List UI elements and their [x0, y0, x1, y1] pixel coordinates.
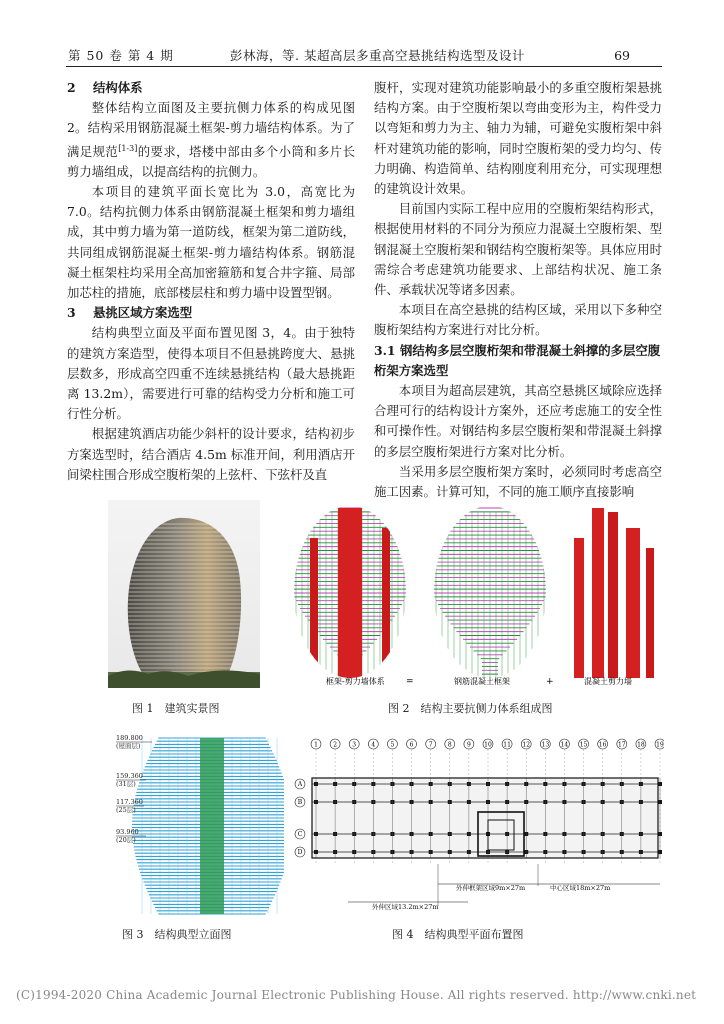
row-label: B: [297, 799, 303, 807]
fig2-combined: [289, 508, 411, 678]
plan-outline: [312, 778, 658, 858]
paragraph: 当采用多层空腹桁架方案时，必须同时考虑高空施工因素。计算可知，不同的施工顺序直接影响: [374, 463, 662, 500]
citation: [1-3]: [118, 143, 138, 153]
row-label: A: [297, 781, 303, 789]
section-number: 3.1: [374, 342, 396, 358]
fig3-level-117360: 117.360: [116, 798, 143, 806]
axis-label: 11: [503, 741, 511, 749]
axis-label: 10: [484, 741, 492, 749]
fig4-label-center: 中心区域18m×27m: [550, 884, 611, 892]
axis-label: 16: [598, 741, 607, 749]
fig3-level-20f: (20层): [116, 836, 136, 844]
fig3-level-93960: 93.960: [116, 828, 139, 836]
fig2-label-equals: =: [406, 677, 414, 687]
axis-label: 4: [371, 741, 376, 749]
axis-label: 19: [656, 741, 664, 749]
axis-label: 9: [466, 741, 471, 749]
figure-4-floor-plan: [288, 734, 664, 918]
axis-label: 8: [447, 741, 452, 749]
section-title: 悬挑区域方案选型: [93, 305, 193, 321]
fig3-level-25f: (25层): [116, 806, 136, 814]
shear-wall: [592, 508, 604, 678]
axis-label: 14: [560, 741, 569, 749]
page-number: 69: [614, 48, 630, 63]
shear-wall: [646, 548, 654, 678]
axis-label: 1: [314, 741, 318, 749]
figure-1-building-photo: [108, 500, 260, 688]
fig2-label-walls: 混凝土剪力墙: [584, 677, 632, 686]
axis-label: 15: [579, 741, 588, 749]
axis-label: 6: [409, 741, 414, 749]
paragraph: 整体结构立面图及主要抗侧力体系的构成见图 2。结构采用钢筋混凝土框架-剪力墙结构体系。为了满足规范[1-3]的要求，塔楼中部由多个小筒和多片长剪力墙组成，以提高结构的抗侧力。: [67, 100, 356, 179]
section-number: 3: [67, 305, 76, 321]
fig4-label-outrigger: 外伸区域13.2m×27m: [372, 903, 439, 911]
page-header: [0, 0, 724, 70]
section-number: 2: [67, 80, 76, 95]
fig3-level-189800: 189.800: [116, 734, 143, 742]
axis-label: 13: [541, 741, 550, 749]
axis-label: 12: [522, 741, 531, 749]
figure-2-caption: 图 2 结构主要抗侧力体系组成图: [388, 702, 553, 715]
figure-3-elevation: [112, 732, 284, 918]
shear-wall: [310, 538, 318, 678]
header-rule: [66, 66, 662, 67]
fig2-frame: [429, 508, 551, 678]
section-heading: [67, 78, 355, 98]
figure-4-caption: 图 4 结构典型平面布置图: [392, 928, 524, 941]
figure-1-caption: 图 1 建筑实景图: [132, 702, 220, 715]
shear-wall: [574, 538, 584, 678]
paragraph: 结构典型立面及平面布置见图 3，4。由于独特的建筑方案造型，使得本项目不但悬挑跨度大、悬挑层数多，形成高空四重不连续悬挑结构（最大悬挑距离 13.2m），需要进行可靠的结构受力分析和施工可行性分析。: [67, 325, 355, 422]
paragraph: 根据建筑酒店功能少斜杆的设计要求，结构初步方案选型时，结合酒店 4.5m 标准开间，利用酒店开间梁柱围合形成空腹桁架的上弦杆、下弦杆及直: [67, 426, 355, 482]
right-column: [374, 78, 662, 502]
section-heading: [374, 341, 662, 381]
paragraph: 本项目为超高层建筑，其高空悬挑区域除应选择合理可行的结构设计方案外，还应考虑施工的安全性和可操作性。对钢结构多层空腹桁架和带混凝土斜撑的多层空腹桁架进行方案对比分析。: [374, 383, 662, 459]
shear-wall-core: [338, 508, 362, 678]
core-wall: [200, 738, 224, 914]
paragraph: 腹杆，实现对建筑功能影响最小的多重空腹桁架悬挑结构方案。由于空腹桁架以弯曲变形为主，构件受力以弯矩和剪力为主、轴力为辅，可避免实腹桁架中斜杆对建筑功能的影响，同时空腹桁架的受力均匀、传力明确、构造简单、结构刚度利用充分，可实现理想的建筑设计效果。: [374, 80, 662, 197]
axis-label: 18: [637, 741, 645, 749]
row-label: D: [297, 849, 303, 857]
fig4-label-outer-frame: 外伸框架区域9m×27m: [456, 884, 526, 892]
running-title: 彭林海，等. 某超高层多重高空悬挑结构选型及设计: [230, 48, 525, 63]
row-label: C: [297, 831, 303, 839]
copyright-footer: (C)1994-2020 China Academic Journal Electronic Publishing House. All rights reserved. http://www.cnki.net: [16, 988, 697, 1002]
fig2-label-frame: 钢筋混凝土框架: [454, 677, 510, 686]
figure-3-caption: 图 3 结构典型立面图: [122, 928, 232, 941]
axis-label: 17: [617, 741, 626, 749]
axis-label: 5: [390, 741, 395, 749]
paragraph: 目前国内实际工程中应用的空腹桁架结构形式，根据使用材料的不同分为预应力混凝土空腹桁架、型钢混凝土空腹桁架和钢结构空腹桁架等。具体应用时需综合考虑建筑功能要求、上部结构状况、施工条件、承载状况等诸多因素。: [374, 201, 662, 298]
axis-label: 7: [428, 741, 433, 749]
paragraph: 本项目的建筑平面长宽比为 3.0，高宽比为 7.0。结构抗侧力体系由钢筋混凝土框架和剪力墙组成，其中剪力墙为第一道防线，框架为第二道防线，共同组成钢筋混凝土框架-剪力墙结构体系。钢筋混凝土框架柱均采用全高加密箍筋和复合井字箍、局部加芯柱的措施，底部楼层柱和剪力墙中设置型钢。: [67, 184, 355, 301]
axis-label: 2: [333, 741, 338, 749]
section-title: 结构体系: [93, 80, 143, 95]
journal-volume: 第 50 卷 第 4 期: [68, 48, 174, 63]
fig2-label-plus: +: [546, 677, 554, 687]
shear-wall: [626, 528, 640, 678]
figure-2-lateral-system: [284, 500, 664, 688]
fig3-level-31f: (31层): [116, 780, 136, 788]
fig3-level-roof: (屋面层): [116, 742, 141, 750]
fig3-level-159360: 159.360: [116, 772, 143, 780]
left-column: [67, 78, 355, 485]
fig2-label-system: 框架-剪力墙体系: [326, 677, 385, 686]
shear-wall: [382, 528, 390, 678]
shear-wall: [608, 512, 618, 678]
section-heading: [67, 303, 355, 323]
paragraph: 本项目在高空悬挑的结构区域，采用以下多种空腹桁架结构方案进行对比分析。: [374, 302, 662, 338]
section-title: 钢结构多层空腹桁架和带混凝土斜撑的多层空腹桁架方案选型: [374, 342, 661, 378]
axis-label: 3: [352, 741, 357, 749]
